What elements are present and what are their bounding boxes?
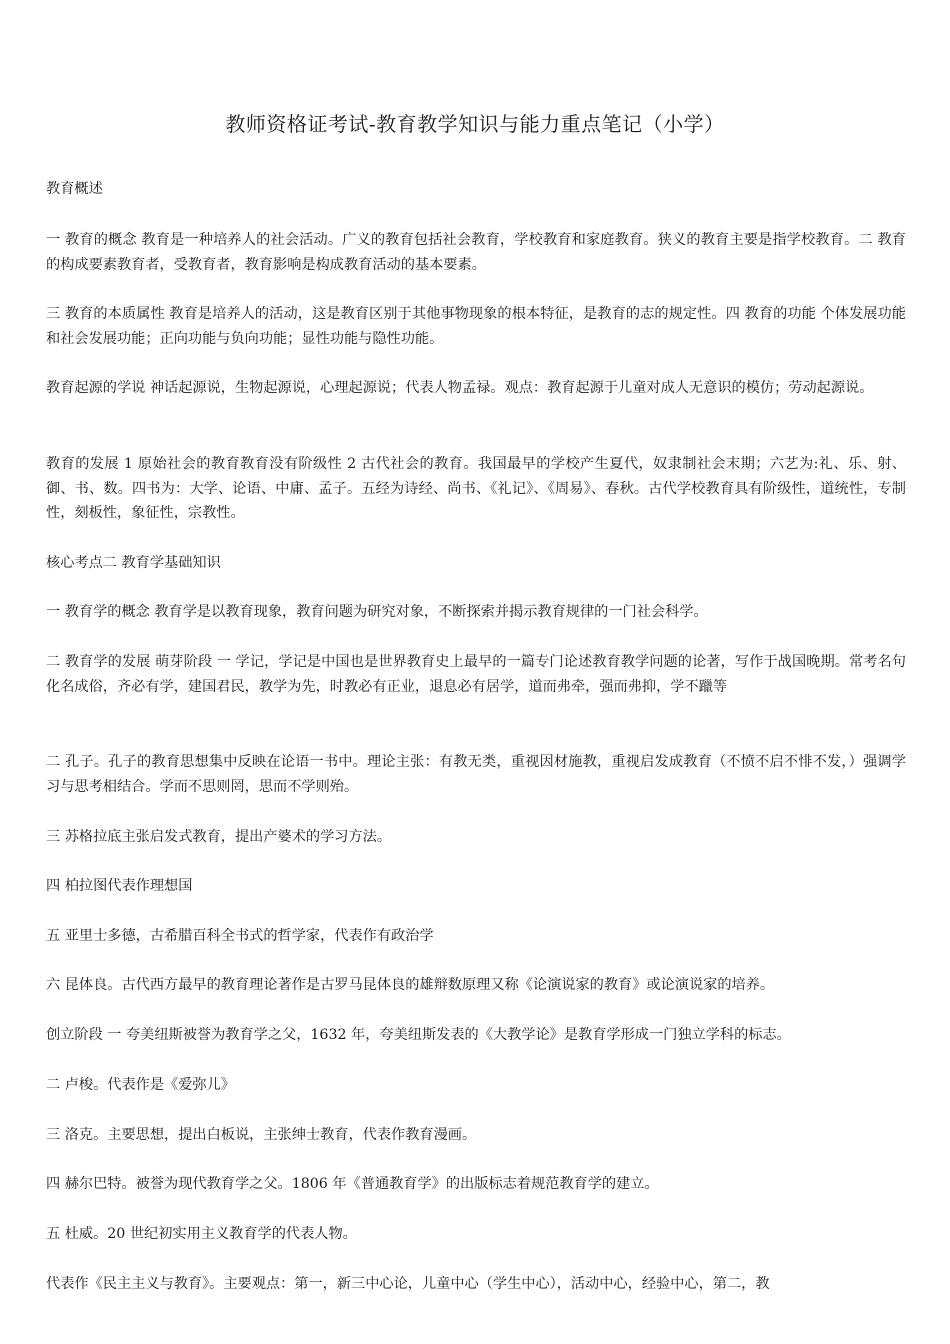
paragraph: 四 赫尔巴特。被誉为现代教育学之父。1806 年《普通教育学》的出版标志着规范教育学的建立。 bbox=[46, 1176, 659, 1192]
section-heading-education-overview: 教育概述 bbox=[46, 181, 103, 197]
paragraph: 创立阶段 一 夸美纽斯被誉为教育学之父，1632 年，夸美纽斯发表的《大教学论》是教育学形成一门独立学科的标志。 bbox=[46, 1027, 791, 1043]
paragraph: 二 孔子。孔子的教育思想集中反映在论语一书中。理论主张：有教无类，重视因材施教，重视启发成教育（不愤不启不悱不发，）强调学习与思考相结合。学而不思则罔，思而不学则殆。 bbox=[46, 754, 906, 795]
document-title: 教师资格证考试-教育教学知识与能力重点笔记（小学） bbox=[225, 112, 725, 136]
paragraph: 四 柏拉图代表作理想国 bbox=[46, 878, 193, 894]
paragraph: 五 杜威。20 世纪初实用主义教育学的代表人物。 bbox=[46, 1226, 357, 1242]
paragraph: 一 教育的概念 教育是一种培养人的社会活动。广义的教育包括社会教育，学校教育和家庭教育。狭义的教育主要是指学校教育。二 教育的构成要素教育者，受教育者，教育影响是构成教育活动的基本要素。 bbox=[46, 232, 906, 273]
paragraph: 二 卢梭。代表作是《爱弥儿》 bbox=[46, 1077, 235, 1093]
paragraph: 一 教育学的概念 教育学是以教育现象，教育问题为研究对象，不断探索并揭示教育规律的一门社会科学。 bbox=[46, 604, 708, 620]
paragraph: 教育起源的学说 神话起源说，生物起源说，心理起源说；代表人物孟禄。观点：教育起源于儿童对成人无意识的模仿；劳动起源说。 bbox=[46, 380, 874, 396]
paragraph: 五 亚里士多德，古希腊百科全书式的哲学家，代表作有政治学 bbox=[46, 928, 434, 944]
paragraph: 六 昆体良。古代西方最早的教育理论著作是古罗马昆体良的雄辩数原理又称《论演说家的教育》或论演说家的培养。 bbox=[46, 977, 775, 993]
section-heading-core-point-two: 核心考点二 教育学基础知识 bbox=[46, 555, 221, 571]
paragraph: 三 洛克。主要思想，提出白板说，主张绅士教育，代表作教育漫画。 bbox=[46, 1127, 477, 1143]
paragraph: 二 教育学的发展 萌芽阶段 一 学记，学记是中国也是世界教育史上最早的一篇专门论述教育教学问题的论著，写作于战国晚期。常考名句化名成俗，齐必有学，建国君民，教学为先，时教必有正业，退息必有居学，道而弗牵，强而弗抑，学不躐等 bbox=[46, 654, 906, 695]
paragraph: 代表作《民主主义与教育》。主要观点：第一，新三中心论，儿童中心（学生中心），活动中心，经验中心，第二，教 bbox=[46, 1276, 770, 1292]
paragraph: 三 教育的本质属性 教育是培养人的活动，这是教育区别于其他事物现象的根本特征，是教育的志的规定性。四 教育的功能 个体发展功能和社会发展功能；正向功能与负向功能；显性功能与隐性功能。 bbox=[46, 306, 906, 347]
paragraph: 三 苏格拉底主张启发式教育，提出产婆术的学习方法。 bbox=[46, 829, 392, 845]
paragraph: 教育的发展 1 原始社会的教育教育没有阶级性 2 古代社会的教育。我国最早的学校产生夏代，奴隶制社会末期；六艺为:礼、乐、射、御、书、数。四书为：大学、论语、中庸、孟子。五经为诗经、尚书、《礼记》、《周易》、春秋。古代学校教育具有阶级性，道统性，专制性，刻板性，象征性，宗教性。 bbox=[46, 456, 906, 521]
